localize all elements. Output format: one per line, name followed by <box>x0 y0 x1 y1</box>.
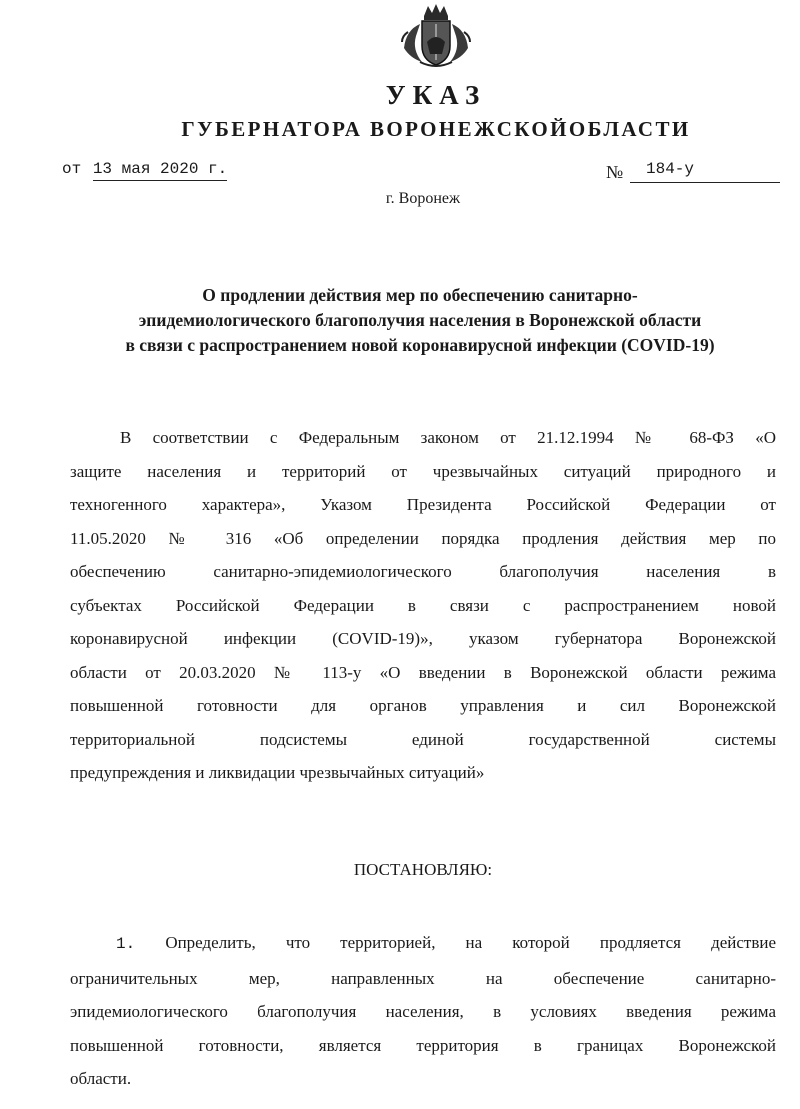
item-1-first-line <box>70 926 776 962</box>
heading-line: эпидемиологического благополучия населения в Воронежской области <box>138 310 702 330</box>
issuer-subtitle: ГУБЕРНАТОРА ВОРОНЕЖСКОЙОБЛАСТИ <box>181 117 691 141</box>
item-1-line: области. <box>70 1069 132 1088</box>
preamble-line: обеспечению санитарно-эпидемиологического благополучия населения в <box>70 562 776 581</box>
number-value: 184-у <box>630 160 780 183</box>
preamble-line: 11.05.2020 № 316 «Об определении порядка продления действия мер по <box>70 528 776 548</box>
voronezh-coat-of-arms-icon <box>394 2 478 68</box>
date-value: 13 мая 2020 г. <box>93 160 227 181</box>
heading-line: О продлении действия мер по обеспечению санитарно- <box>202 285 638 305</box>
item-1-paragraph <box>70 926 776 1096</box>
preamble-line: техногенного характера», Указом Президента Российской Федерации от <box>70 495 776 514</box>
date-field <box>62 160 227 181</box>
decree-word: ПОСТАНОВЛЯЮ: <box>353 860 493 879</box>
item-1-line: повышенной готовности, является территория в границах Воронежской <box>70 1035 776 1055</box>
preamble-line: области от 20.03.2020 № 113-у «О введении в Воронежской области режима <box>70 662 776 682</box>
date-prefix: от <box>62 160 82 178</box>
item-number: 1. <box>116 935 136 953</box>
preamble-line: коронавирусной инфекции (COVID-19)», указом губернатора Воронежской <box>70 629 776 648</box>
preamble-line: предупреждения и ликвидации чрезвычайных ситуаций» <box>70 763 485 782</box>
item-1-line: ограничительных мер, направленных на обеспечение санитарно- <box>70 968 776 988</box>
preamble-line: территориальной подсистемы единой государственной системы <box>70 729 776 749</box>
preamble-paragraph <box>70 421 776 790</box>
heading-line: в связи с распространением новой коронавирусной инфекции (COVID-19) <box>125 335 715 355</box>
preamble-line: защите населения и территорий от чрезвычайных ситуаций природного и <box>70 461 776 481</box>
preamble-line: В соответствии с Федеральным законом от 21.12.1994 № 68-ФЗ «О <box>120 428 776 447</box>
number-label <box>606 162 623 183</box>
document-type-title: УКАЗ <box>385 80 487 110</box>
preamble-line: субъектах Российской Федерации в связи с распространением новой <box>70 595 776 615</box>
preamble-line: повышенной готовности для органов управления и сил Воронежской <box>70 696 776 715</box>
item-1-line: эпидемиологического благополучия населения, в условиях введения режима <box>70 1002 776 1021</box>
city-line: г. Воронеж <box>385 190 461 207</box>
number-sign: № <box>606 162 624 182</box>
decree-heading <box>40 283 800 358</box>
item-1-line: Определить, что территорией, на которой продляется действие <box>165 933 776 952</box>
